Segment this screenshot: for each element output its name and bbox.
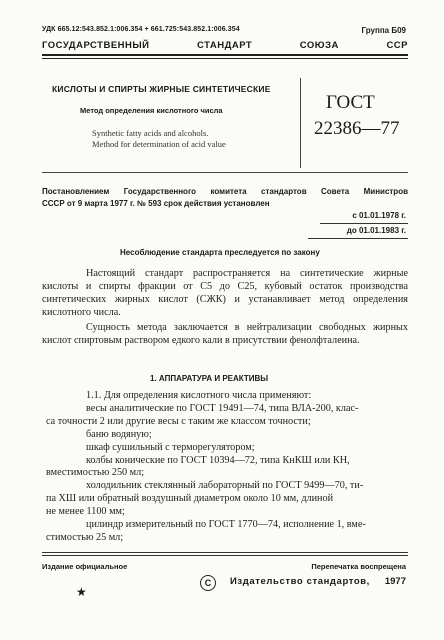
list-item: стимостью 25 мл; [46,531,124,543]
udk-code: УДК 665.12:543.852.1:006.354 + 661.725:543.852.1:006.354 [42,26,240,33]
list-item: весы аналитические по ГОСТ 19491—74, типа ВЛА-200, клас- [86,402,359,414]
state-standard-header [42,40,408,51]
decree-word: Министров [363,187,408,196]
list-item: вместимостью 250 мл; [46,467,145,479]
title-divider [300,78,301,168]
list-item: холодильник стеклянный лабораторный по ГОСТ 9499—70, ти- [86,480,364,492]
list-item: цилиндр измерительный по ГОСТ 1770—74, исполнение 1, вме- [86,519,366,531]
official-edition-label: Издание официальное [42,562,128,571]
decree-word: стандартов [261,187,307,196]
decree-word: Постановлением [42,187,110,196]
decree-block [42,186,408,210]
header-word: СТАНДАРТ [197,40,253,51]
effective-from-date: с 01.01.1978 г. [352,211,406,220]
footer-rule [42,555,408,556]
publisher-name: Издательство стандартов, [230,576,370,587]
document-title: КИСЛОТЫ И СПИРТЫ ЖИРНЫЕ СИНТЕТИЧЕСКИЕ [52,84,271,94]
effective-to-date: до 01.01.1983 г. [346,226,406,235]
gost-label: ГОСТ [326,92,375,113]
gost-number: 22386—77 [314,118,400,139]
list-item: шкаф сушильный с терморегулятором; [86,441,255,453]
publication-year: 1977 [384,576,406,587]
list-item: 1.1. Для определения кислотного числа применяют: [86,390,312,401]
document-subtitle: Метод определения кислотного числа [80,106,223,115]
english-title: Synthetic fatty acids and alcohols. Method for determination of acid value [92,128,226,149]
list-item: баню водяную; [86,428,152,440]
list-item: па ХШ или обратный воздушный диаметром около 10 мм, длиной [46,493,334,505]
legal-warning: Несоблюдение стандарта преследуется по закону [120,248,320,257]
reprint-prohibited-label: Перепечатка воспрещена [311,562,406,571]
list-item: са точности 2 или другие весы с таким же классом точности; [46,415,311,427]
copyright-icon: С [200,575,216,591]
decree-line-2: СССР от 9 марта 1977 г. № 593 срок действия установлен [42,199,270,208]
group-code: Группа Б09 [361,26,406,35]
header-rule [42,58,408,59]
decree-word: Государственного [123,187,197,196]
equipment-list [42,390,408,545]
header-word: ГОСУДАРСТВЕННЫЙ [42,40,150,51]
decree-word: Совета [321,187,350,196]
list-item: не менее 1100 мм; [46,506,125,518]
title-bottom-rule [42,172,408,173]
section-heading: 1. АППАРАТУРА И РЕАКТИВЫ [150,374,269,383]
date-underline [308,238,408,239]
list-item: колбы конические по ГОСТ 10394—72, типа КнКШ или КН, [86,454,350,466]
header-word: ССР [386,40,408,51]
footer-rule [42,552,408,553]
method-essence-paragraph: Сущность метода заключается в нейтрализации свободных жирных кислот спиртовым раствором едкого кали в присутствии фенолфталеина. [42,322,408,346]
date-underline [320,223,408,224]
scope-paragraph: Настоящий стандарт распространяется на синтетические жирные кислоты и спирты фракции от С5 до С25, кубовый остаток производства синтетических жирных кислот (СЖК) и устанавливает метод определения кислотного числа. [42,268,408,318]
star-icon: ★ [76,585,87,599]
header-rule [42,54,408,56]
header-word: СОЮЗА [299,40,339,51]
decree-word: комитета [210,187,247,196]
